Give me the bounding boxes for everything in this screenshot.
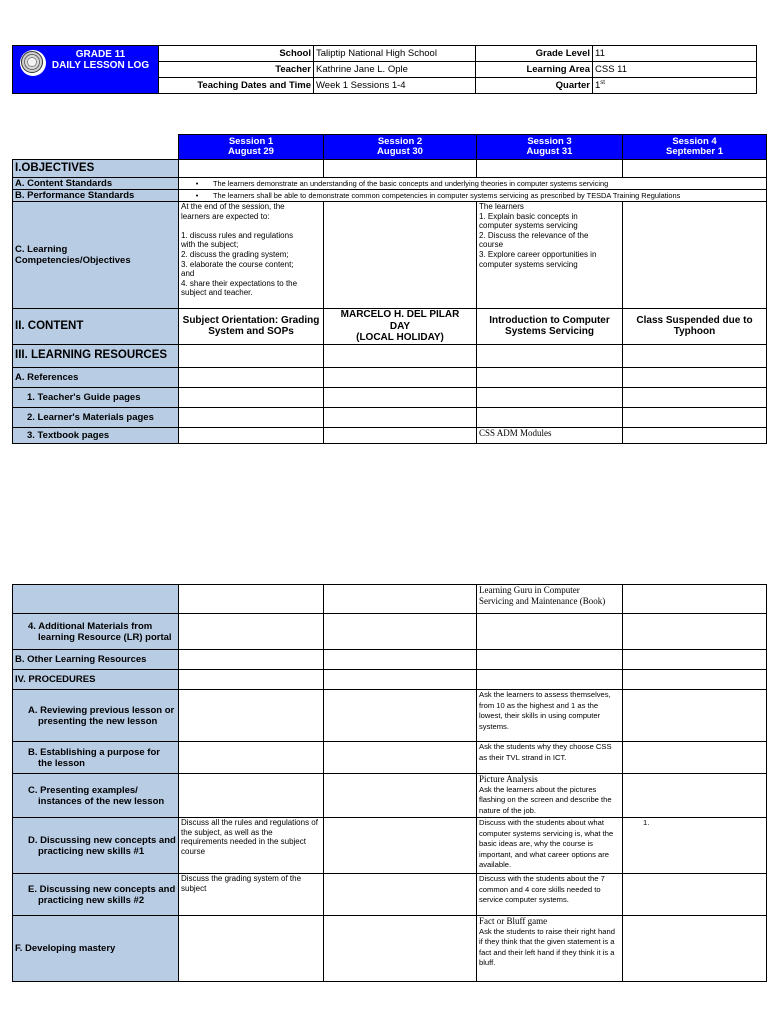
content-standards-text: • The learners demonstrate an understanding of the basic concepts and underlying theories in computer systems servicing — [179, 178, 767, 190]
competency-line: with the subject; — [181, 240, 239, 250]
bullet-icon: • — [195, 178, 199, 188]
quarter-label: Quarter — [476, 78, 593, 94]
session4-header — [623, 135, 767, 160]
session2-date: August 30 — [377, 146, 423, 157]
competency-line: computer systems servicing — [479, 221, 578, 231]
competency-line: subject and teacher. — [181, 288, 253, 298]
teacher-value: Kathrine Jane L. Ople — [314, 62, 476, 78]
session4-date: September 1 — [665, 146, 724, 157]
school-label: School — [159, 46, 314, 62]
learning-area-label: Learning Area — [476, 62, 593, 78]
discussing2-session1: Discuss the grading system of the subject — [179, 874, 324, 916]
continued-session3-book: Learning Guru in Computer Servicing and Maintenance (Book) — [477, 585, 623, 614]
school-value: Taliptip National High School — [314, 46, 476, 62]
discussing2-session3: Discuss with the students about the 7 common and 4 core skills needed to service computer systems. — [477, 874, 623, 916]
quarter-value — [593, 78, 757, 94]
mastery-label: F. Developing mastery — [13, 916, 179, 982]
competency-line: 3. Explore career opportunities in — [479, 249, 597, 259]
textbook-session3: CSS ADM Modules — [477, 427, 623, 443]
session3-competencies — [477, 202, 623, 309]
content-heading: II. CONTENT — [13, 309, 179, 345]
competency-line: 1. discuss rules and regulations — [181, 230, 294, 240]
logo-title-dll: DAILY LESSON LOG — [51, 60, 150, 71]
session1-content: Subject Orientation: Grading System and SOPs — [179, 309, 324, 345]
bullet-icon: • — [195, 190, 199, 200]
learners-materials-label: 2. Learner's Materials pages — [13, 407, 179, 427]
purpose-label: B. Establishing a purpose for the lesson — [13, 742, 179, 774]
procedures-heading: IV. PROCEDURES — [13, 670, 179, 690]
examples-session3: Picture Analysis Ask the learners about the pictures flashing on the screen and describe the nature of the job. — [477, 774, 623, 818]
session4-title: Session 4 — [672, 135, 717, 147]
resources-heading: III. LEARNING RESOURCES — [13, 344, 179, 367]
competency-line: 4. share their expectations to the — [181, 278, 298, 288]
additional-materials-label: 4. Additional Materials from learning Resource (LR) portal — [13, 614, 179, 650]
objectives-heading: I.OBJECTIVES — [13, 160, 179, 178]
teacher-label: Teacher — [159, 62, 314, 78]
grade-level-value: 11 — [593, 46, 757, 62]
competency-line: learners are expected to: — [181, 211, 270, 221]
learning-area-value: CSS 11 — [593, 62, 757, 78]
competency-line: At the end of the session, the — [181, 202, 285, 211]
lesson-table-part1 — [12, 134, 767, 444]
purpose-session3: Ask the students why they choose CSS as their TVL strand in ICT. — [477, 742, 623, 774]
examples-label: C. Presenting examples/ instances of the new lesson — [13, 774, 179, 818]
competency-line — [181, 221, 321, 231]
competency-line: course — [479, 240, 504, 250]
quarter-number: 1 — [595, 80, 601, 92]
header-table — [12, 45, 757, 94]
performance-standards-label: B. Performance Standards — [13, 190, 179, 202]
competency-line: and — [181, 269, 195, 279]
session1-title: Session 1 — [228, 135, 274, 147]
performance-standards-text: • The learners shall be able to demonstrate common competencies in computer systems servicing as prescribed by TESDA Training Regulations — [179, 190, 767, 202]
grade-level-label: Grade Level — [476, 46, 593, 62]
reviewing-session3: Ask the learners to assess themselves, from 10 as the highest and 1 as the lowest, their skills in using computer systems. — [477, 690, 623, 742]
session3-title: Session 3 — [527, 135, 572, 147]
other-resources-label: B. Other Learning Resources — [13, 650, 179, 670]
dates-label: Teaching Dates and Time — [159, 78, 314, 94]
session1-header — [179, 135, 324, 160]
textbook-label: 3. Textbook pages — [13, 427, 179, 443]
session3-content: Introduction to Computer Systems Servicing — [477, 309, 623, 345]
competency-line: 1. Explain basic concepts in — [479, 211, 578, 221]
competency-line: computer systems servicing — [479, 259, 578, 269]
references-label: A. References — [13, 367, 179, 387]
competency-line: The learners — [479, 202, 524, 211]
competencies-label: C. Learning Competencies/Objectives — [13, 202, 179, 309]
lesson-table-part2 — [12, 584, 767, 982]
quarter-suffix: st — [600, 79, 605, 86]
session2-title: Session 2 — [377, 135, 423, 147]
dates-value: Week 1 Sessions 1-4 — [314, 78, 476, 94]
content-standards-label: A. Content Standards — [13, 178, 179, 190]
teachers-guide-label: 1. Teacher's Guide pages — [13, 387, 179, 407]
competency-line: 2. Discuss the relevance of the — [479, 230, 589, 240]
session4-content: Class Suspended due to Typhoon — [623, 309, 767, 345]
logo-title-grade: GRADE 11 — [75, 49, 126, 60]
mastery-session3: Fact or Bluff game Ask the students to raise their right hand if they think that the given statement is a fact and their left hand if they think it is a bluff. — [477, 916, 623, 982]
session3-header — [477, 135, 623, 160]
competency-line: 3. elaborate the course content; — [181, 259, 294, 269]
discussing1-session1: Discuss all the rules and regulations of the subject, as well as the requirements needed in the subject course — [179, 818, 324, 874]
discussing2-label: E. Discussing new concepts and practicing new skills #2 — [13, 874, 179, 916]
header-logo-cell — [13, 46, 159, 94]
reviewing-label: A. Reviewing previous lesson or presenting the new lesson — [13, 690, 179, 742]
session1-competencies — [179, 202, 324, 309]
session2-header — [324, 135, 477, 160]
competency-line: 2. discuss the grading system; — [181, 249, 289, 259]
discussing1-label: D. Discussing new concepts and practicing new skills #1 — [13, 818, 179, 874]
discussing1-session4: 1. — [623, 818, 767, 874]
session2-content: MARCELO H. DEL PILAR DAY (LOCAL HOLIDAY) — [324, 309, 477, 345]
session1-date: August 29 — [228, 146, 274, 157]
discussing1-session3: Discuss with the students about what computer systems servicing is, what the basic ideas are, why the course is important, and what career options are available. — [477, 818, 623, 874]
session3-date: August 31 — [526, 146, 573, 157]
